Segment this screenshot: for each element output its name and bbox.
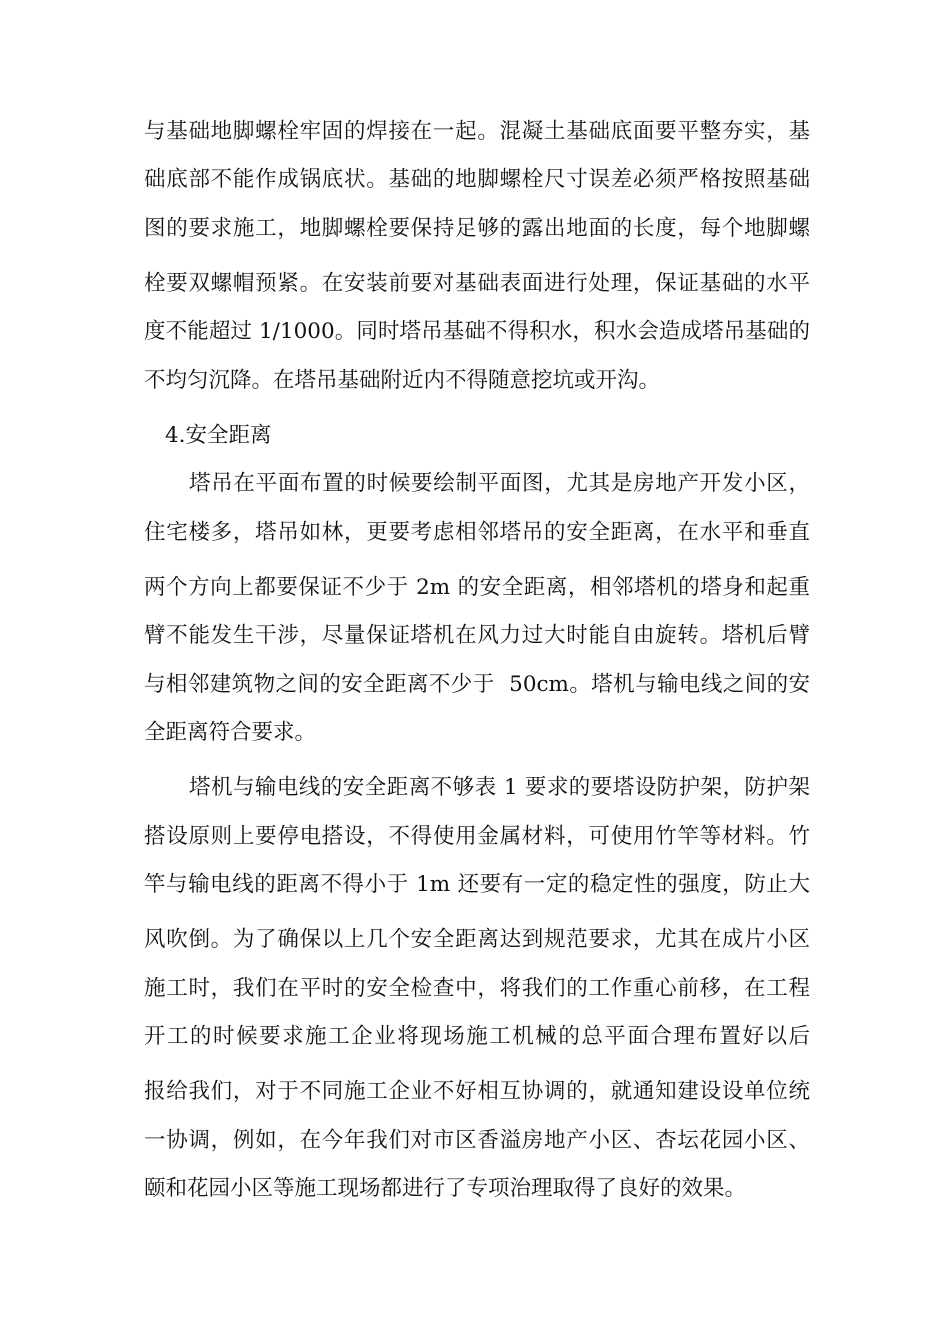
- text-line: 度不能超过 1/1000。同时塔吊基础不得积水，积水会造成塔吊基础的: [144, 319, 810, 344]
- text-line: 开工的时候要求施工企业将现场施工机械的总平面合理布置好以后: [144, 1024, 810, 1049]
- text-line: 不均匀沉降。在塔吊基础附近内不得随意挖坑或开沟。: [144, 368, 661, 393]
- text-line: 臂不能发生干涉，尽量保证塔机在风力过大时能自由旋转。塔机后臂: [144, 623, 810, 648]
- text-line: 与基础地脚螺栓牢固的焊接在一起。混凝土基础底面要平整夯实，基: [144, 119, 810, 144]
- text-line: 塔机与输电线的安全距离不够表 1 要求的要塔设防护架，防护架: [189, 775, 810, 800]
- text-line: 一协调，例如，在今年我们对市区香溢房地产小区、杏坛花园小区、: [144, 1128, 810, 1153]
- text-line: 全距离符合要求。: [144, 720, 317, 745]
- text-line: 塔吊在平面布置的时候要绘制平面图，尤其是房地产开发小区，: [189, 471, 810, 496]
- text-line: 两个方向上都要保证不少于 2m 的安全距离，相邻塔机的塔身和起重: [144, 575, 810, 600]
- text-line: 图的要求施工，地脚螺栓要保持足够的露出地面的长度，每个地脚螺: [144, 216, 810, 241]
- text-line: 竿与输电线的距离不得小于 1m 还要有一定的稳定性的强度，防止大: [144, 872, 810, 897]
- section-heading: 4.安全距离: [165, 423, 272, 448]
- text-line: 础底部不能作成锅底状。基础的地脚螺栓尺寸误差必须严格按照基础: [144, 167, 810, 192]
- text-line: 报给我们，对于不同施工企业不好相互协调的，就通知建设设单位统: [144, 1079, 810, 1104]
- text-line: 栓要双螺帽预紧。在安装前要对基础表面进行处理，保证基础的水平: [144, 271, 810, 296]
- text-line: 颐和花园小区等施工现场都进行了专项治理取得了良好的效果。: [144, 1176, 747, 1201]
- text-line: 与相邻建筑物之间的安全距离不少于 50cm。塔机与输电线之间的安: [144, 672, 810, 697]
- text-line: 住宅楼多，塔吊如林，更要考虑相邻塔吊的安全距离，在水平和垂直: [144, 520, 810, 545]
- text-line: 风吹倒。为了确保以上几个安全距离达到规范要求，尤其在成片小区: [144, 927, 810, 952]
- text-line: 施工时，我们在平时的安全检查中，将我们的工作重心前移，在工程: [144, 976, 810, 1001]
- text-line: 搭设原则上要停电搭设，不得使用金属材料，可使用竹竿等材料。竹: [144, 824, 810, 849]
